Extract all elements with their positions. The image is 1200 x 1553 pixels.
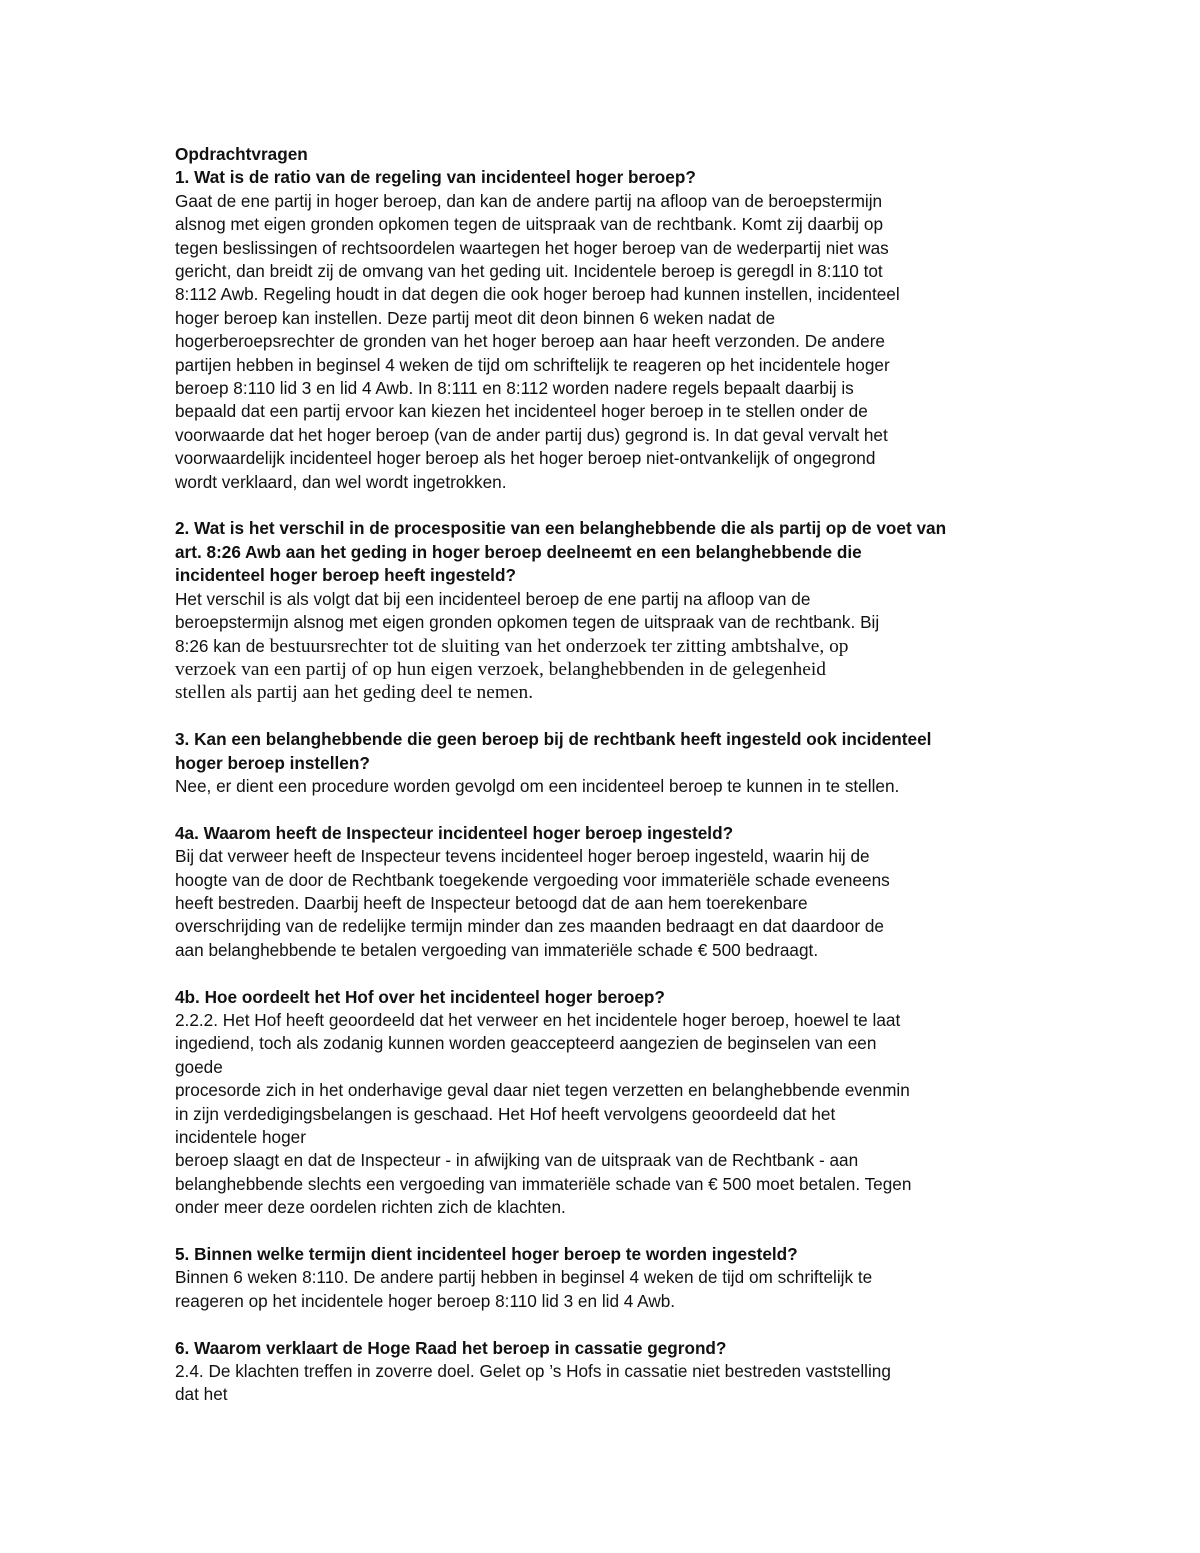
document-title: Opdrachtvragen (175, 144, 308, 164)
answer-line: 2.4. De klachten treffen in zoverre doel. Gelet op ’s Hofs in cassatie niet bestreden vaststelling (175, 1361, 891, 1382)
answer-line: tegen beslissingen of rechtsoordelen waartegen het hoger beroep van de wederpartij niet was (175, 237, 889, 258)
answer-line: voorwaardelijk incidenteel hoger beroep als het hoger beroep niet-ontvankelijk of ongegrond (175, 448, 876, 469)
answer-line: partijen hebben in beginsel 4 weken de tijd om schriftelijk te reageren op het incidentele hoger (175, 354, 890, 375)
question-section-4b (175, 986, 1035, 1220)
answer-line: dat het (175, 1384, 228, 1405)
answer-line: Nee, er dient een procedure worden gevolgd om een incidenteel beroep te kunnen in te stellen. (175, 775, 900, 796)
question-heading: 4a. Waarom heeft de Inspecteur incidenteel hoger beroep ingesteld? (175, 822, 734, 843)
answer-line: wordt verklaard, dan wel wordt ingetrokken. (175, 471, 507, 492)
answer-line-mixed (175, 635, 1035, 658)
answer-line: hoger beroep kan instellen. Deze partij meot dit deon binnen 6 weken nadat de (175, 307, 776, 328)
question-heading: incidenteel hoger beroep heeft ingesteld? (175, 565, 516, 586)
answer-line: Binnen 6 weken 8:110. De andere partij hebben in beginsel 4 weken de tijd om schriftelijk te (175, 1267, 873, 1288)
answer-line: beroep slaagt en dat de Inspecteur - in afwijking van de uitspraak van de Rechtbank - aan (175, 1150, 859, 1171)
question-section-4a (175, 822, 1035, 962)
answer-line: Het verschil is als volgt dat bij een incidenteel beroep de ene partij na afloop van de (175, 588, 811, 609)
question-heading: 1. Wat is de ratio van de regeling van incidenteel hoger beroep? (175, 167, 696, 188)
question-heading: art. 8:26 Awb aan het geding in hoger beroep deelneemt en een belanghebbende die (175, 541, 862, 562)
question-section-6 (175, 1337, 1035, 1407)
question-section-5 (175, 1243, 1035, 1313)
answer-line: bepaald dat een partij ervoor kan kiezen het incidenteel hoger beroep in te stellen onder de (175, 401, 868, 422)
answer-line: beroepstermijn alsnog met eigen gronden opkomen tegen de uitspraak van de rechtbank. Bij (175, 612, 880, 633)
answer-line: alsnog met eigen gronden opkomen tegen de uitspraak van de rechtbank. Komt zij daarbij op (175, 214, 884, 235)
answer-line: stellen als partij aan het geding deel te nemen. (175, 682, 534, 704)
answer-line: voorwaarde dat het hoger beroep (van de ander partij dus) gegrond is. In dat geval vervalt het (175, 424, 888, 445)
answer-line: overschrijding van de redelijke termijn minder dan zes maanden bedraagt en dat daardoor de (175, 916, 884, 937)
answer-line: heeft bestreden. Daarbij heeft de Inspecteur betoogd dat de aan hem toerekenbare (175, 892, 808, 913)
answer-line: onder meer deze oordelen richten zich de klachten. (175, 1197, 566, 1218)
answer-line: 8:112 Awb. Regeling houdt in dat degen die ook hoger beroep had kunnen instellen, incidenteel (175, 284, 900, 305)
answer-line: 2.2.2. Het Hof heeft geoordeeld dat het verweer en het incidentele hoger beroep, hoewel te laat (175, 1009, 901, 1030)
answer-fragment-serif: bestuursrechter tot de sluiting van het onderzoek ter zitting ambtshalve, op (269, 635, 849, 657)
answer-line: Gaat de ene partij in hoger beroep, dan kan de andere partij na afloop van de beroepstermijn (175, 190, 883, 211)
question-heading: 4b. Hoe oordeelt het Hof over het incidenteel hoger beroep? (175, 986, 665, 1007)
answer-line: incidentele hoger (175, 1127, 306, 1147)
answer-line: hogerberoepsrechter de gronden van het hoger beroep aan haar heeft verzonden. De andere (175, 331, 885, 352)
answer-line: beroep 8:110 lid 3 en lid 4 Awb. In 8:111 en 8:112 worden nadere regels bepaalt daarbij is (175, 378, 854, 399)
question-heading: 6. Waarom verklaart de Hoge Raad het beroep in cassatie gegrond? (175, 1337, 727, 1358)
answer-line: procesorde zich in het onderhavige geval daar niet tegen verzetten en belanghebbende evenmin (175, 1080, 910, 1101)
question-section-1 (175, 166, 1035, 494)
answer-line: aan belanghebbende te betalen vergoeding van immateriële schade € 500 bedraagt. (175, 939, 819, 960)
question-heading: 3. Kan een belanghebbende die geen beroep bij de rechtbank heeft ingesteld ook incidenteel (175, 729, 932, 750)
answer-line: in zijn verdedigingsbelangen is geschaad. Het Hof heeft vervolgens geoordeeld dat het (175, 1103, 836, 1124)
answer-line: goede (175, 1056, 223, 1077)
question-heading: 2. Wat is het verschil in de procespositie van een belanghebbende die als partij op de voet van (175, 518, 947, 539)
answer-line: Bij dat verweer heeft de Inspecteur tevens incidenteel hoger beroep ingesteld, waarin hij de (175, 846, 870, 867)
document-page (175, 143, 1035, 1430)
question-heading: hoger beroep instellen? (175, 752, 370, 773)
answer-line: reageren op het incidentele hoger beroep 8:110 lid 3 en lid 4 Awb. (175, 1290, 676, 1311)
answer-line: ingediend, toch als zodanig kunnen worden geaccepteerd aangezien de beginselen van een (175, 1033, 877, 1054)
answer-line: belanghebbende slechts een vergoeding van immateriële schade van € 500 moet betalen. Tegen (175, 1173, 912, 1194)
answer-line: gericht, dan breidt zij de omvang van het geding uit. Incidentele beroep is geregdl in 8:110 tot (175, 261, 883, 282)
question-heading: 5. Binnen welke termijn dient incidenteel hoger beroep te worden ingesteld? (175, 1244, 798, 1265)
answer-line: verzoek van een partij of op hun eigen verzoek, belanghebbenden in de gelegenheid (175, 658, 826, 680)
answer-line: hoogte van de door de Rechtbank toegekende vergoeding voor immateriële schade eveneens (175, 869, 890, 890)
question-section-3 (175, 728, 1035, 798)
answer-fragment-sans: 8:26 kan de (175, 635, 270, 656)
question-section-2 (175, 517, 1035, 704)
